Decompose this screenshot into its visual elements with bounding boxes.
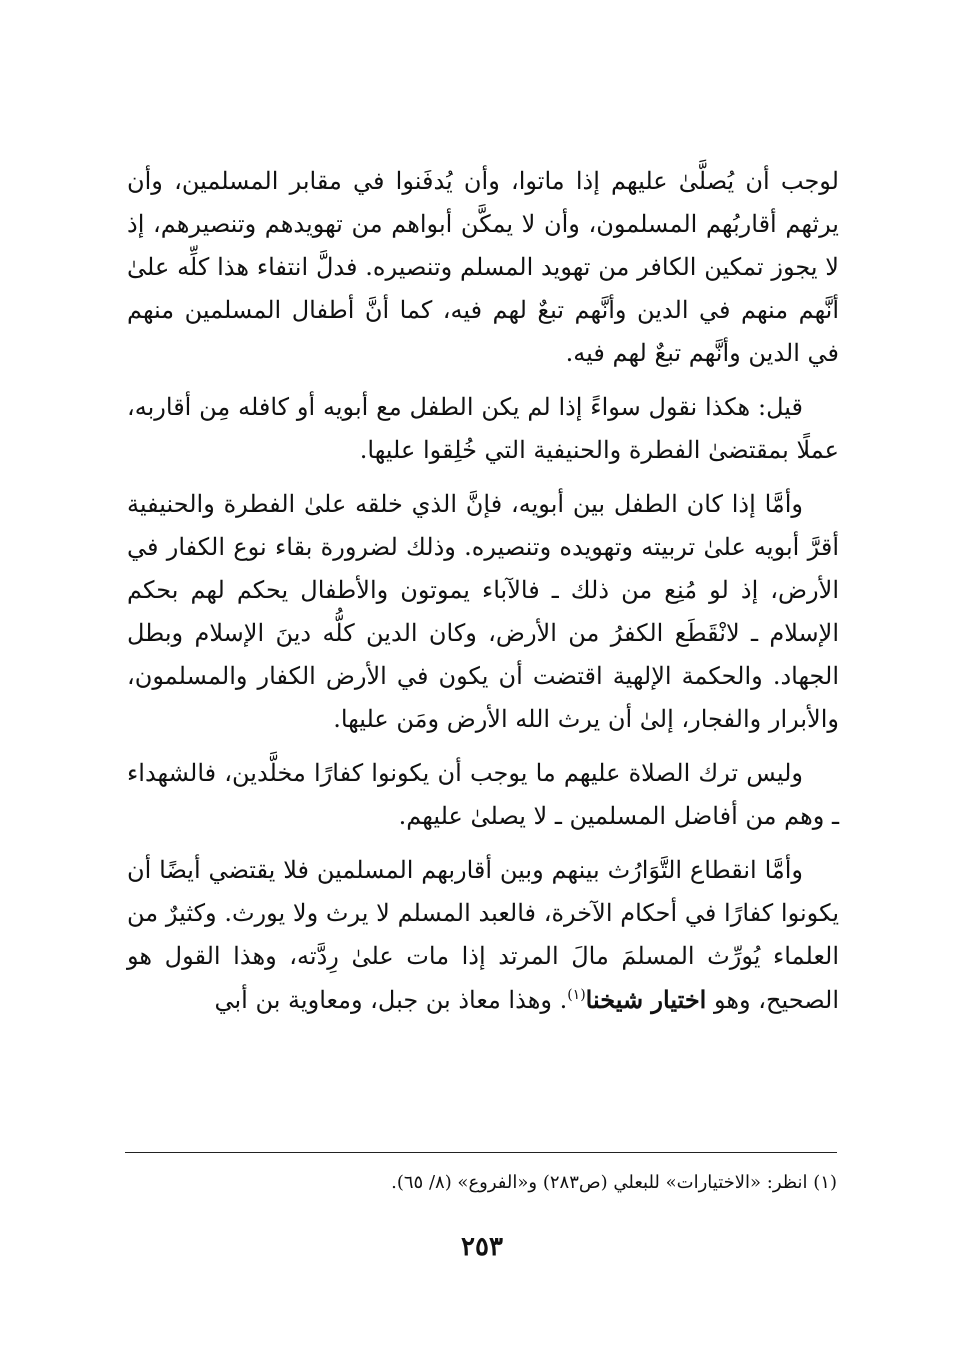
footnote-divider <box>125 1152 837 1153</box>
paragraph-5-before: وأمَّا انقطاع التَّوَارُث بينهم وبين أقاربهم المسلمين فلا يقتضي أيضًا أن يكونوا كفارًا في أحكام الآخرة، فالعبد المسلم لا يرث ولا يورث. وكثيرٌ من العلماء يُورِّث المسلمَ مالَ المرتد إذا مات علىٰ رِدَّته، وهذا القول هو الصحيح، وهو <box>127 856 840 1014</box>
footnote-text: انظر: «الاختيارات» للبعلي (ص٢٨٣) و«الفروع» (٨/ ٦٥). <box>391 1172 808 1193</box>
body-text <box>127 160 839 1033</box>
paragraph-3: وأمَّا إذا كان الطفل بين أبويه، فإنَّ الذي خلقه علىٰ الفطرة والحنيفية أقرَّ أبويه علىٰ تربيته وتهويده وتنصيره. وذلك لضرورة بقاء نوع الكفار في الأرض، إذ لو مُنِع من ذلك ـ فالآباء يموتون والأطفال يحكم لهم بحكم الإسلام ـ لانْقَطَع الكفرُ من الأرض، وكان الدين كلُّه دينَ الإسلام وبطل الجهاد. والحكمة الإلهية اقتضت أن يكون في الأرض الكفار والمسلمون، والأبرار والفجار، إلىٰ أن يرث الله الأرض ومَن عليها. <box>127 490 839 733</box>
footnote-number: (١) <box>813 1172 837 1193</box>
paragraph-5-bold: اختيار شيخنا <box>585 985 707 1014</box>
paragraph-1: لوجب أن يُصلَّىٰ عليهم إذا ماتوا، وأن يُدفَنوا في مقابر المسلمين، وأن يرثهم أقاربُهم المسلمون، وأن لا يمكَّن أبواهم من تهويدهم وتنصيرهم، إذ لا يجوز تمكين الكافر من تهويد المسلم وتنصيره. فدلَّ انتفاء هذا كلِّه علىٰ أنَّهم منهم في الدين وأنَّهم تبعٌ لهم فيه، كما أنَّ أطفال المسلمين منهم في الدين وأنَّهم تبعٌ لهم فيه. <box>127 167 839 367</box>
paragraph-5 <box>127 849 839 1022</box>
page-number: ٢٥٣ <box>461 1232 503 1262</box>
paragraph-2: قيل: هكذا نقول سواءً إذا لم يكن الطفل مع أبويه أو كافله مِن أقاربه، عملًا بمقتضىٰ الفطرة والحنيفية التي خُلِقوا عليها. <box>127 393 839 464</box>
paragraph-5-after: . وهذا معاذ بن جبل، ومعاوية بن أبي <box>214 986 568 1014</box>
footnote <box>125 1168 837 1198</box>
footnote-reference[interactable]: (١) <box>567 987 586 1003</box>
paragraph-4: وليس ترك الصلاة عليهم ما يوجب أن يكونوا كفارًا مخلَّدين، فالشهداء ـ وهم من أفاضل المسلمين ـ لا يصلىٰ عليهم. <box>127 759 839 830</box>
